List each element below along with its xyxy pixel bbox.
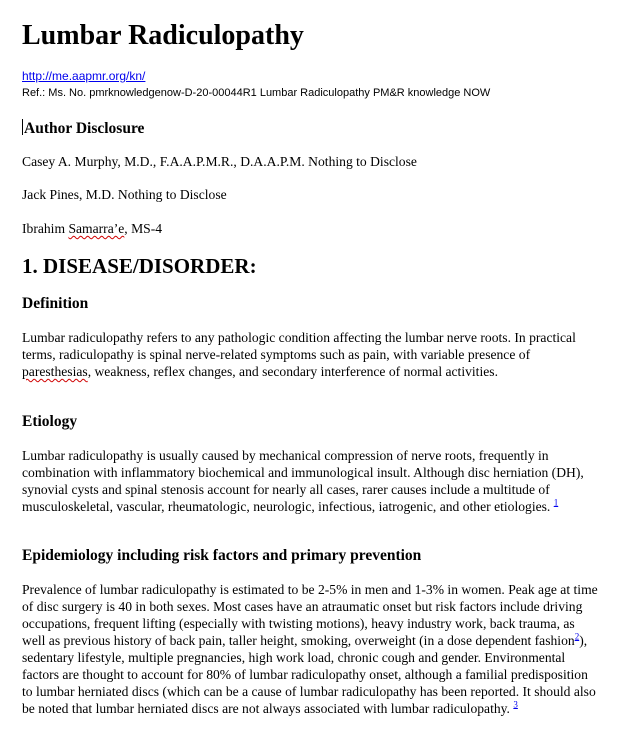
author-3-first: Ibrahim (22, 221, 69, 236)
etiology-text: Lumbar radiculopathy is usually caused by mechanical compression of nerve roots, frequently in combination with inflammatory biochemical and immunological insult. Although disc herniation (DH), synovial cysts and spinal stenosis account for nearly all cases, rarer causes include a multitude of musculoskeletal, vascular, rheumatologic, neurologic, infectious, iatrogenic, and other etiologies. (22, 448, 584, 514)
epidemiology-text-a: Prevalence of lumbar radiculopathy is estimated to be 2-5% in men and 1-3% in women. Peak age at time of disc surgery is 40 in both sexes. Most cases have an atraumatic onset but risk factors include driving occupations, frequent lifting (especially with twisting motions), heavy industry work, back trauma, as well as previous history of back pain, taller height, smoking, overweight (in a dose dependent fashion (22, 582, 598, 648)
author-3 (22, 220, 601, 237)
spellcheck-flagged-word[interactable]: paresthesias (22, 364, 88, 379)
spellcheck-flagged-word[interactable]: Samarra’e (68, 221, 125, 236)
document-title: Lumbar Radiculopathy (22, 20, 304, 51)
author-3-suffix: , MS-4 (124, 221, 163, 236)
manuscript-reference: Ref.: Ms. No. pmrknowledgenow-D-20-00044R1 Lumbar Radiculopathy PM&R knowledge NOW (22, 87, 491, 99)
epidemiology-heading: Epidemiology including risk factors and primary prevention (22, 547, 422, 564)
section-heading: 1. DISEASE/DISORDER: (22, 254, 257, 278)
definition-text-b: , weakness, reflex changes, and secondary interference of normal activities. (87, 364, 498, 379)
reference-link[interactable]: 1 (553, 497, 559, 508)
author-1: Casey A. Murphy, M.D., F.A.A.P.M.R., D.A.A.P.M. Nothing to Disclose (22, 154, 417, 169)
author-disclosure-heading-text: Author Disclosure (24, 120, 145, 137)
journal-link[interactable]: http://me.aapmr.org/kn/ (22, 69, 146, 83)
etiology-paragraph (22, 447, 601, 515)
reference-link[interactable]: 3 (513, 699, 518, 710)
definition-heading: Definition (22, 295, 89, 312)
epidemiology-paragraph (22, 581, 601, 717)
epidemiology-text-b: ), sedentary lifestyle, multiple pregnancies, high work load, chronic cough and gender. Environmental factors are thought to account for 80% of lumbar radiculopathy onset, although a familial predisposition to lumbar herniated discs (which can be a cause of lumbar radiculopathy has been reported. It should also be noted that lumbar herniated discs are not always associated with lumbar radiculopathy. (22, 633, 596, 716)
definition-paragraph (22, 329, 601, 380)
author-2: Jack Pines, M.D. Nothing to Disclose (22, 187, 227, 202)
reference-link[interactable]: 2 (574, 631, 580, 642)
definition-text-a: Lumbar radiculopathy refers to any pathologic condition affecting the lumbar nerve roots. In practical terms, radiculopathy is spinal nerve-related symptoms such as pain, with variable presence of (22, 330, 576, 362)
author-disclosure-heading (22, 119, 601, 138)
etiology-heading: Etiology (22, 413, 78, 430)
text-cursor (22, 119, 23, 135)
